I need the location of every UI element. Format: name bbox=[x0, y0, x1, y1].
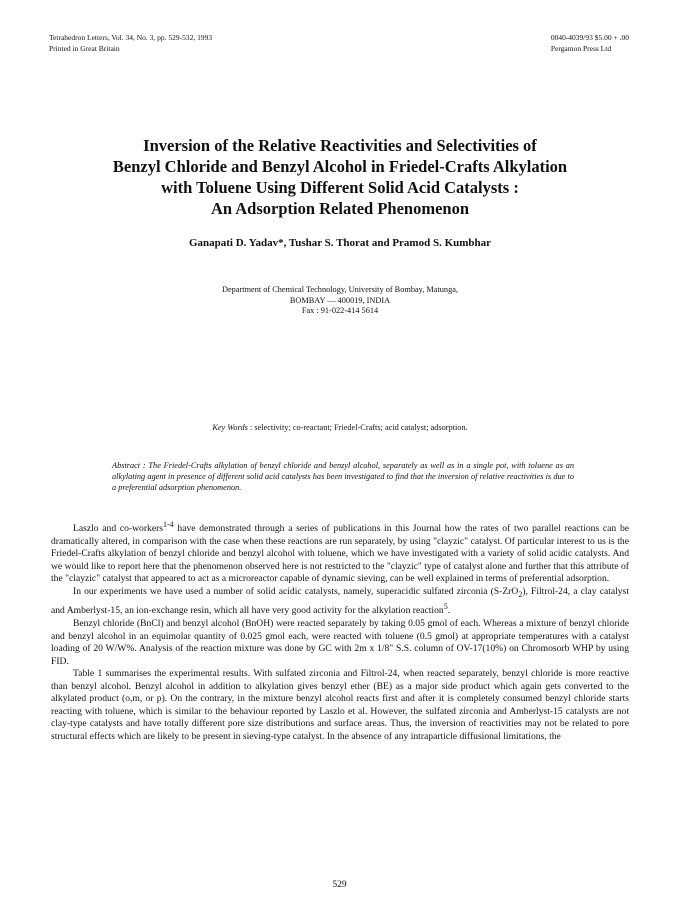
page-number: 529 bbox=[332, 880, 347, 890]
abstract-label: Abstract bbox=[112, 461, 141, 470]
issn-price: 0040-4039/93 $5.00 + .00 bbox=[550, 33, 629, 42]
journal-citation: Tetrahedron Letters, Vol. 34, No. 3, pp. 529-532, 1993 bbox=[49, 33, 213, 42]
subscript: 2 bbox=[518, 589, 523, 599]
journal-citation-header bbox=[49, 33, 212, 54]
p2-text-a: In our experiments we have used a number of solid acidic catalysts, namely, superacidic sulfated zirconia (S-ZrO bbox=[73, 585, 519, 597]
affiliation-department: Department of Chemical Technology, University of Bombay, Matunga, bbox=[222, 285, 458, 294]
body-text bbox=[51, 519, 629, 744]
p1-text-b: have demonstrated through a series of publications in this Journal how the rates of two parallel reactions can be dramatically altered, in comparison with the case when these reactions are run separately, by using "clayzic" catalyst. Of particular interest to us is the Friedel-Crafts alkylation of benzyl chloride and benzyl alcohol with toluene, which we have investigated with a variety of solid acidic catalysts. And we would like to report here that the phenomenon observed here is not restricted to the "clayzic" type of catalyst alone and further that this attribute of the "clayzic" catalyst that appeared to act as a microreactor capable of dynamic sieving, can be well explained in terms of preferential adsorption. bbox=[51, 523, 629, 585]
abstract-text: : The Friedel-Crafts alkylation of benzyl chloride and benzyl alcohol, separately as well as in a single pot, with toluene as an alkylating agent in presence of different solid acid catalysts has been investigated to find that the inversion of relative reactivities is due to a preferential adsorption phenomenon. bbox=[112, 461, 574, 492]
body-paragraph-3: Benzyl chloride (BnCl) and benzyl alcohol (BnOH) were reacted separately by taking 0.05 gmol of each. Whereas a mixture of benzyl chloride and benzyl alcohol in an equimolar quantity of 0.025 gmol each, were reacted with toluene (0.5 gmol) at appropriate temperatures with a catalyst loading of 20 W/W%. Analysis of the reaction mixture was done by GC with 2m x 1/8" S.S. column of OV-17(10%) on Chromosorb WHP by using FID. bbox=[51, 618, 629, 667]
p1-text-a: Laszlo and co-workers bbox=[73, 523, 164, 535]
keywords-value: : selectivity; co-reactant; Friedel-Crafts; acid catalyst; adsorption. bbox=[247, 423, 468, 432]
body-paragraph-2 bbox=[51, 586, 629, 618]
keywords bbox=[50, 423, 630, 432]
author-list: Ganapati D. Yadav*, Tushar S. Thorat and Pramod S. Kumbhar bbox=[188, 237, 492, 249]
body-paragraph-4: Table 1 summarises the experimental results. With sulfated zirconia and Filtrol-24, when reacted separately, benzyl chloride is more reactive than benzyl alcohol. Benzyl alcohol in addition to alkylation gives benzyl ether (BE) as a major side product which again gets converted to the alkylated product (o,m, or p). On the contrary, in the mixture benzyl alcohol reacts first and after it is completely consumed benzyl chloride starts reacting with toluene, which is similar to the behaviour reported by Laszlo et al. However, the sulfated zirconia and Amberlyst-15 catalysts are not clay-type catalysts and have totally different pore size distributions and surface areas. Thus, the inversion of reactivities may not be related to pore structural effects which are likely to be present in sieving-type catalyst. In the absence of any intraparticle diffusional limitations, the bbox=[51, 668, 629, 743]
publisher-name: Pergamon Press Ltd bbox=[550, 43, 612, 53]
title-line-1: Inversion of the Relative Reactivities and Selectivities of bbox=[143, 136, 537, 155]
p2-text-b: ), Filtrol-24, a clay catalyst and Amberlyst-15, an ion-exchange resin, which all have very good activity for the alkylation reaction bbox=[51, 585, 630, 617]
title-line-2: Benzyl Chloride and Benzyl Alcohol in Friedel-Crafts Alkylation bbox=[112, 157, 568, 176]
body-paragraph-1 bbox=[51, 519, 629, 586]
p2-text-c: . bbox=[447, 605, 451, 617]
abstract bbox=[112, 460, 574, 493]
citation-ref: 1-4 bbox=[163, 520, 174, 529]
publisher-header bbox=[551, 33, 629, 54]
printed-in: Printed in Great Britain bbox=[49, 43, 120, 53]
affiliation bbox=[50, 285, 630, 317]
affiliation-city: BOMBAY — 400019, INDIA bbox=[289, 295, 391, 305]
citation-ref: 5 bbox=[443, 602, 448, 612]
title-line-4: An Adsorption Related Phenomenon bbox=[210, 199, 470, 218]
title-line-3: with Toluene Using Different Solid Acid Catalysts : bbox=[161, 178, 519, 197]
keywords-label: Key Words bbox=[212, 423, 248, 432]
affiliation-fax: Fax : 91-022-414 5614 bbox=[301, 306, 379, 315]
paper-title bbox=[50, 135, 630, 219]
